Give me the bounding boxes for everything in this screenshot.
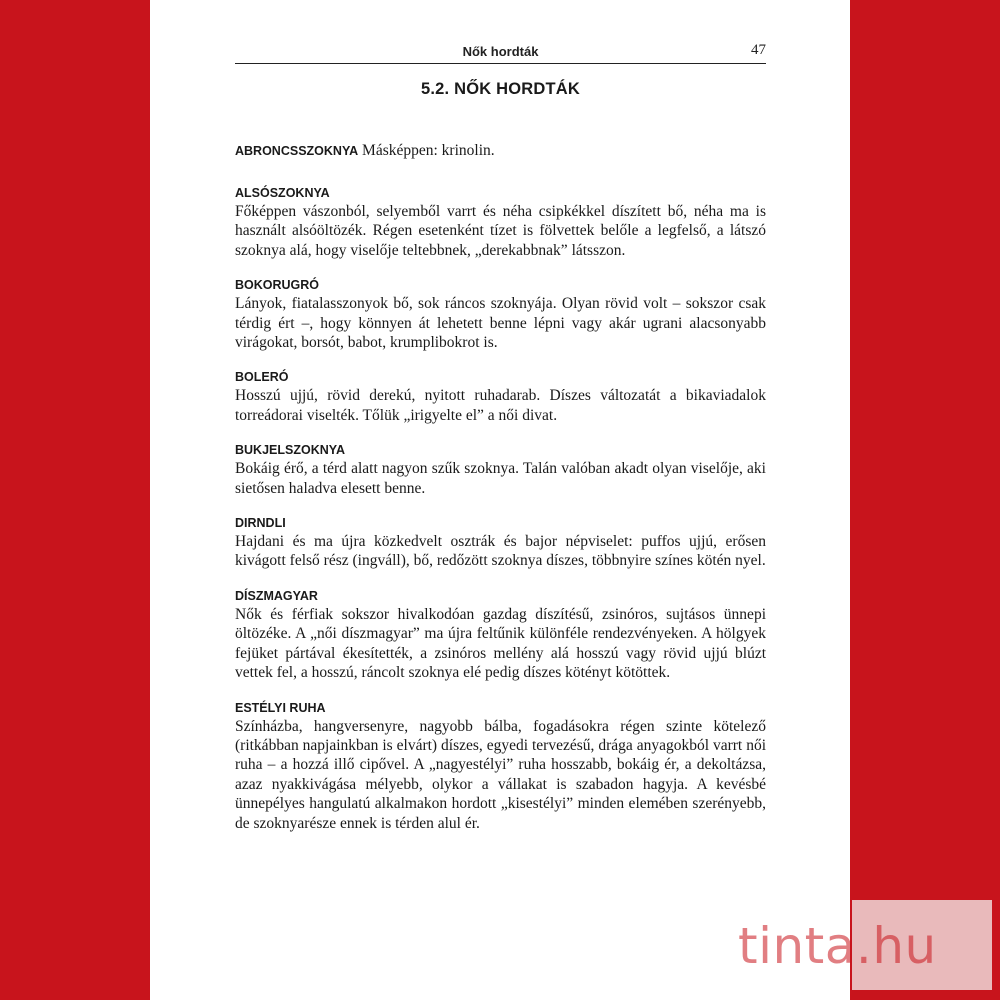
watermark-logo: tinta.hu [738,917,937,975]
entry-definition: Hosszú ujjú, rövid derekú, nyitott ruhadarab. Díszes változatát a bikaviadalok torreádorai viselték. Tőlük „irigyelte el” a női divat. [235,387,766,424]
glossary-entry [235,514,766,571]
chapter-title: 5.2. NŐK HORDTÁK [420,80,581,98]
entry-headword: ALSÓSZOKNYA [235,186,330,200]
book-page [150,0,850,1000]
glossary-entry [235,587,766,683]
glossary-entry [235,276,766,352]
entry-definition: Bokáig érő, a térd alatt nagyon szűk szoknya. Talán valóban akadt olyan viselője, aki sietősen haladva elesett benne. [235,460,766,497]
entry-headword: ABRONCSSZOKNYA [235,144,359,158]
glossary-entry [235,699,766,833]
running-head [235,42,766,64]
page-number: 47 [751,42,766,58]
entry-headword: DIRNDLI [235,516,286,531]
entry-headword: ESTÉLYI RUHA [235,700,326,715]
running-title: Nők hordták [462,44,539,59]
entry-definition: Nők és férfiak sokszor hivalkodóan gazdag díszítésű, zsinóros, sujtásos ünnepi öltözéke. A „női díszmagyar” ma újra feltűnik különféle rendezvényeken. A hölgyek fejüket pártával ékesítették, a zsinóros mellény alá hosszú vagy rövid ujjú blúzt vettek fel, a hosszú, ráncolt szoknya elé pedig díszes kötényt kötöttek. [235,605,766,682]
glossary-entries [235,140,766,849]
glossary-entry [235,184,766,260]
glossary-entry [235,368,766,425]
glossary-entry [235,140,766,162]
entry-definition: Színházba, hangversenyre, nagyobb bálba, fogadásokra régen szinte kötelező (ritkábban napjainkban is elvárt) díszes, egyedi tervezésű, drága anyagokból varrt női ruha – a hozzá illő cipővel. A „nagyestélyi” ruha hosszabb, bokáig ér, a dekoltázsa, azaz nyakkivágása mélyebb, olykor a vállakat is szabadon hagyja. A kevésbé ünnepélyes hangulatú alkalmakon hordott „kisestélyi” minden elemében szerényebb, de szoknyarésze ennek is térden alul ér. [235,717,766,832]
glossary-entry [235,441,766,498]
entry-definition: Lányok, fiatalasszonyok bő, sok ráncos szoknyája. Olyan rövid volt – sokszor csak térdig ért –, hogy könnyen át lehetett benne lépni vagy akár ugrani alacsonyabb virágokat, borsót, babot, krumplibokrot is. [235,295,766,352]
entry-definition: Másképpen: krinolin. [362,142,495,159]
entry-headword: BOLERÓ [235,370,289,385]
entry-definition: Hajdani és ma újra közkedvelt osztrák és bajor népviselet: puffos ujjú, erősen kivágott felső rész (ingváll), bő, redőzött szoknya díszes, többnyire színes kötén nyel. [235,533,766,570]
entry-headword: BUKJELSZOKNYA [235,443,345,458]
entry-headword: DÍSZMAGYAR [235,588,318,603]
entry-headword: BOKORUGRÓ [235,278,320,293]
entry-definition: Főképpen vászonból, selyemből varrt és néha csipkékkel díszített bő, néha ma is használt alsóöltözék. Régen esetenként tízet is fölvettek belőle a legfelső, a látszó szoknya alá, hogy viselője teltebbnek, „derekabbnak” látsszon. [235,203,766,259]
